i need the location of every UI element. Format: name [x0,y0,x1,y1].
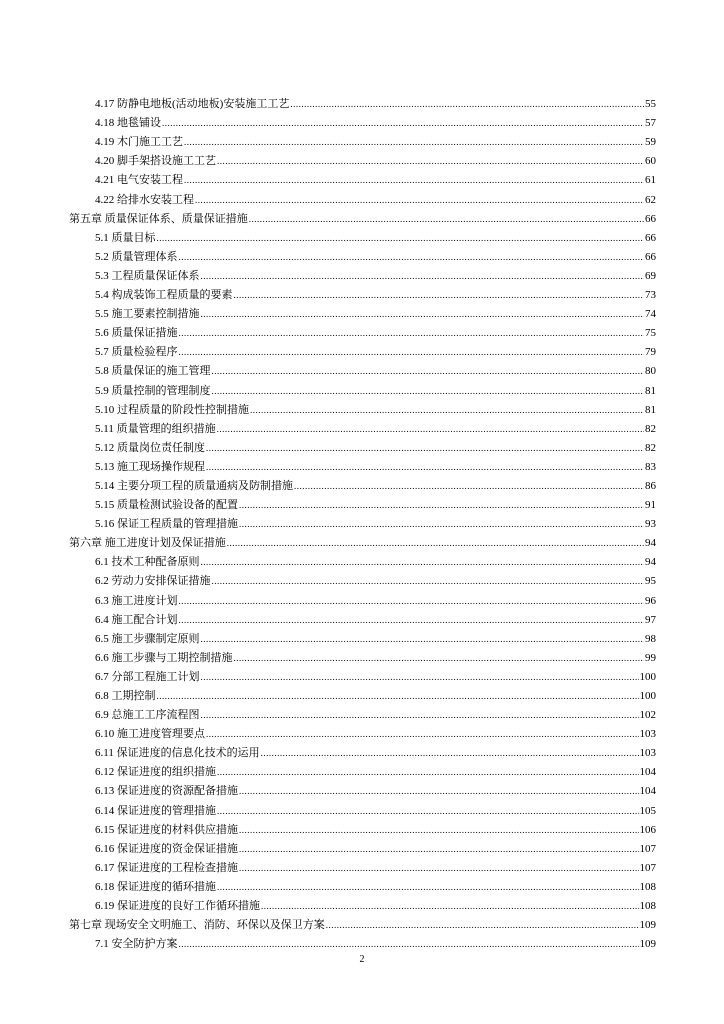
toc-leader-dots [239,785,639,798]
toc-entry [69,245,656,264]
toc-entry-page: 91 [645,499,656,512]
toc-entry [69,283,656,302]
toc-entry-title: 6.1 技术工种配备原则 [95,556,200,569]
toc-leader-dots [179,938,639,951]
toc-leader-dots [179,595,645,608]
toc-entry [69,569,656,588]
toc-chapter-entry [69,913,656,932]
toc-leader-dots [234,652,645,665]
toc-entry-title: 第六章 施工进度计划及保证措施 [69,537,226,550]
toc-leader-dots [217,805,639,818]
toc-entry-title: 5.15 质量检测试验设备的配置 [95,499,238,512]
toc-entry-page: 108 [639,900,656,913]
toc-leader-dots [217,766,639,779]
toc-leader-dots [227,537,644,550]
toc-entry-page: 95 [645,575,656,588]
toc-entry-page: 66 [645,212,656,225]
toc-leader-dots [201,270,645,283]
toc-entry-page: 66 [645,250,656,263]
toc-entry [69,818,656,837]
toc-entry [69,798,656,817]
toc-entry [69,932,656,951]
toc-entry-page: 105 [639,804,656,817]
toc-entry [69,856,656,875]
toc-entry-title: 6.10 施工进度管理要点 [95,728,205,741]
toc-entry-title: 5.5 施工要素控制措施 [95,308,200,321]
table-of-contents [69,92,656,951]
toc-leader-dots [294,480,644,493]
toc-entry-page: 57 [645,117,656,130]
toc-entry-page: 73 [645,289,656,302]
toc-entry-title: 4.21 电气安装工程 [95,174,183,187]
toc-leader-dots [239,824,639,837]
toc-leader-dots [239,843,639,856]
toc-entry-page: 93 [645,518,656,531]
toc-leader-dots [195,194,644,207]
toc-entry-page: 99 [645,651,656,664]
toc-entry-title: 6.5 施工步骤制定原则 [95,632,200,645]
toc-entry-title: 5.8 质量保证的施工管理 [95,365,211,378]
toc-entry [69,875,656,894]
toc-entry-page: 62 [645,193,656,206]
toc-entry [69,321,656,340]
toc-entry-page: 94 [645,556,656,569]
toc-entry-page: 96 [645,594,656,607]
toc-entry [69,722,656,741]
toc-entry-page: 81 [645,403,656,416]
toc-entry-page: 75 [645,327,656,340]
toc-entry-title: 6.13 保证进度的资源配备措施 [95,785,238,798]
toc-entry-title: 5.10 过程质量的阶段性控制措施 [95,403,249,416]
toc-leader-dots [212,365,645,378]
toc-leader-dots [212,385,645,398]
toc-entry-page: 100 [639,690,656,702]
toc-leader-dots [201,556,645,569]
toc-entry [69,417,656,436]
toc-entry-title: 7.1 安全防护方案 [95,938,178,951]
toc-leader-dots [217,423,644,436]
toc-chapter-entry [69,531,656,550]
toc-entry [69,894,656,913]
toc-leader-dots [201,671,639,684]
toc-entry-page: 83 [645,460,656,473]
toc-entry [69,837,656,856]
toc-entry-page: 81 [645,384,656,397]
toc-entry [69,111,656,130]
toc-entry [69,741,656,760]
toc-entry [69,646,656,665]
toc-entry-page: 69 [645,269,656,282]
toc-entry-page: 61 [645,174,656,187]
toc-entry-page: 100 [639,670,656,683]
toc-entry-page: 104 [639,785,656,798]
toc-entry-page: 103 [639,728,656,741]
toc-leader-dots [179,614,645,627]
toc-leader-dots [157,690,639,703]
toc-entry-title: 5.2 质量管理体系 [95,250,178,263]
toc-entry-page: 109 [639,919,656,932]
toc-entry [69,149,656,168]
toc-entry-title: 6.19 保证进度的良好工作循环措施 [95,900,260,913]
toc-entry-title: 6.6 施工步骤与工期控制措施 [95,651,233,664]
toc-leader-dots [234,289,645,302]
toc-entry-title: 6.3 施工进度计划 [95,594,178,607]
toc-entry-title: 4.19 木门施工工艺 [95,136,183,149]
toc-entry [69,168,656,187]
toc-entry-page: 86 [645,479,656,492]
toc-leader-dots [261,747,639,760]
toc-entry-page: 66 [645,231,656,244]
toc-entry-page: 94 [645,537,656,550]
toc-entry-title: 4.18 地毯铺设 [95,117,161,130]
toc-entry-page: 107 [639,861,656,874]
toc-entry [69,359,656,378]
toc-entry [69,436,656,455]
toc-entry [69,130,656,149]
toc-entry-title: 6.18 保证进度的循环措施 [95,880,216,893]
toc-leader-dots [206,461,644,474]
toc-leader-dots [217,881,639,894]
toc-entry [69,627,656,646]
toc-entry [69,608,656,627]
toc-entry-title: 4.22 给排水安装工程 [95,193,194,206]
toc-leader-dots [250,404,644,417]
toc-leader-dots [217,155,644,168]
toc-leader-dots [179,327,645,340]
toc-entry-page: 55 [645,98,656,111]
toc-leader-dots [249,213,644,226]
toc-entry [69,512,656,531]
toc-entry-page: 98 [645,632,656,645]
toc-entry [69,779,656,798]
toc-entry-page: 109 [639,938,656,951]
toc-leader-dots [179,251,645,264]
toc-entry-title: 5.6 质量保证措施 [95,327,178,340]
toc-leader-dots [201,308,645,321]
toc-entry-title: 6.12 保证进度的组织措施 [95,766,216,779]
toc-leader-dots [157,232,645,245]
toc-leader-dots [184,174,644,187]
toc-entry [69,264,656,283]
toc-leader-dots [212,575,645,588]
toc-entry-title: 4.20 脚手架搭设施工工艺 [95,155,216,168]
page-number: 2 [359,954,365,965]
toc-leader-dots [201,633,645,646]
toc-entry-title: 5.1 质量目标 [95,231,156,244]
toc-entry-page: 82 [645,441,656,454]
toc-leader-dots [184,136,644,149]
toc-entry [69,493,656,512]
toc-leader-dots [206,442,644,455]
toc-entry-title: 5.3 工程质量保证体系 [95,269,200,282]
toc-entry-title: 6.15 保证进度的材料供应措施 [95,823,238,836]
toc-entry [69,760,656,779]
toc-entry-page: 102 [639,709,656,722]
toc-entry-title: 5.13 施工现场操作规程 [95,460,205,473]
toc-entry-title: 5.14 主要分项工程的质量通病及防制措施 [95,479,293,492]
toc-chapter-entry [69,207,656,226]
toc-entry-page: 106 [639,823,656,836]
toc-entry-title: 5.12 质量岗位责任制度 [95,441,205,454]
toc-entry [69,588,656,607]
toc-leader-dots [290,98,644,111]
toc-entry [69,187,656,206]
toc-entry [69,455,656,474]
toc-entry-title: 5.11 质量管理的组织措施 [95,422,216,435]
toc-entry-title: 第七章 现场安全文明施工、消防、环保以及保卫方案 [69,919,325,932]
toc-entry-title: 6.4 施工配合计划 [95,613,178,626]
toc-entry [69,340,656,359]
toc-entry-title: 6.2 劳动力安排保证措施 [95,575,211,588]
toc-entry-title: 6.11 保证进度的信息化技术的运用 [95,747,260,760]
toc-entry-title: 第五章 质量保证体系、质量保证措施 [69,212,248,225]
toc-entry-title: 6.16 保证进度的资金保证措施 [95,842,238,855]
toc-leader-dots [179,346,645,359]
toc-entry-title: 6.17 保证进度的工程检查措施 [95,861,238,874]
toc-entry [69,665,656,684]
toc-leader-dots [261,900,639,913]
toc-entry-title: 6.9 总施工工序流程图 [95,709,200,722]
toc-entry-title: 6.14 保证进度的管理措施 [95,804,216,817]
toc-entry-page: 107 [639,842,656,855]
toc-entry-page: 80 [645,365,656,378]
toc-entry [69,703,656,722]
toc-entry-page: 103 [639,747,656,760]
toc-entry-title: 4.17 防静电地板(活动地板)安装施工工艺 [95,98,290,111]
toc-entry [69,550,656,569]
toc-entry-page: 60 [645,155,656,168]
toc-entry [69,474,656,493]
toc-leader-dots [206,728,639,741]
toc-entry-title: 5.16 保证工程质量的管理措施 [95,518,238,531]
toc-entry [69,302,656,321]
toc-leader-dots [326,919,639,932]
toc-entry-page: 104 [639,766,656,779]
toc-entry-page: 97 [645,613,656,626]
toc-entry-title: 5.7 质量检验程序 [95,346,178,359]
toc-entry-page: 82 [645,422,656,435]
toc-leader-dots [239,518,644,531]
toc-entry [69,92,656,111]
toc-entry-page: 79 [645,346,656,359]
toc-leader-dots [239,499,644,512]
toc-entry-page: 59 [645,136,656,149]
toc-entry [69,398,656,417]
toc-entry-title: 5.4 构成装饰工程质量的要素 [95,289,233,302]
toc-entry [69,684,656,703]
toc-leader-dots [201,709,639,722]
toc-entry [69,226,656,245]
toc-entry-page: 108 [639,880,656,893]
toc-entry [69,378,656,397]
toc-entry-title: 5.9 质量控制的管理制度 [95,384,211,397]
toc-entry-title: 6.8 工期控制 [95,690,156,702]
toc-leader-dots [239,862,639,875]
toc-entry-title: 6.7 分部工程施工计划 [95,670,200,683]
toc-leader-dots [162,117,644,130]
toc-entry-page: 74 [645,308,656,321]
